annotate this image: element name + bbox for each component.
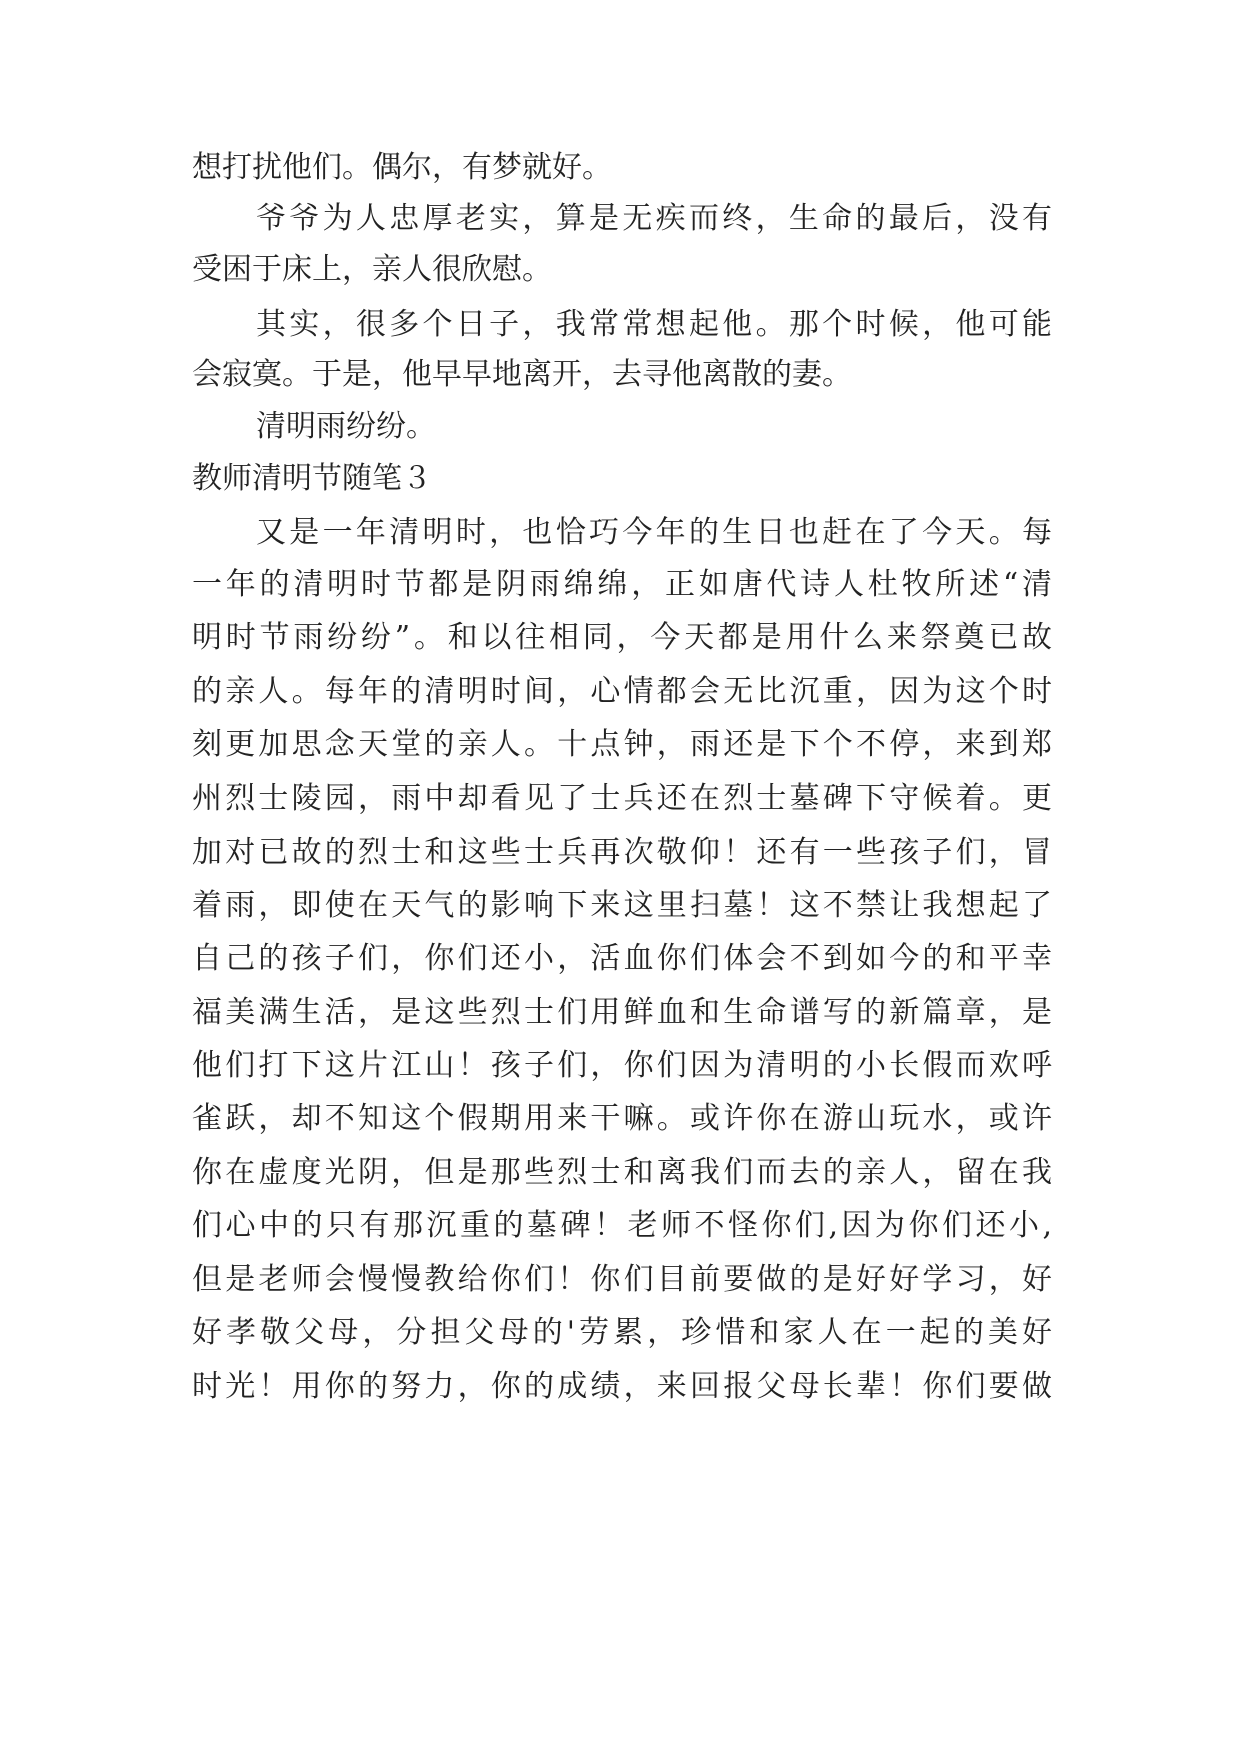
section-heading: 教师清明节随笔３ <box>192 461 432 496</box>
text-line: 明时节雨纷纷”。和以往相同，今天都是用什么来祭奠已故 <box>192 620 1052 655</box>
text-line: 雀跃，却不知这个假期用来干嘛。或许你在游山玩水，或许 <box>192 1101 1052 1136</box>
text-line: 加对已故的烈士和这些士兵再次敬仰！还有一些孩子们，冒 <box>192 835 1052 870</box>
text-line: 好孝敬父母，分担父母的'劳累，珍惜和家人在一起的美好 <box>192 1315 1052 1350</box>
text-line: 时光！用你的努力，你的成绩，来回报父母长辈！你们要做 <box>192 1369 1052 1404</box>
text-line: 会寂寞。于是，他早早地离开，去寻他离散的妻。 <box>192 357 852 392</box>
text-line: 州烈士陵园，雨中却看见了士兵还在烈士墓碑下守候着。更 <box>192 781 1052 816</box>
text-line: 的亲人。每年的清明时间，心情都会无比沉重，因为这个时 <box>192 674 1052 709</box>
text-line: 但是老师会慢慢教给你们！你们目前要做的是好好学习，好 <box>192 1262 1052 1297</box>
text-line: 着雨，即使在天气的影响下来这里扫墓！这不禁让我想起了 <box>192 888 1052 923</box>
text-line: 他们打下这片江山！孩子们，你们因为清明的小长假而欢呼 <box>192 1048 1052 1083</box>
text-line: 你在虚度光阴，但是那些烈士和离我们而去的亲人，留在我 <box>192 1155 1052 1190</box>
text-line: 刻更加思念天堂的亲人。十点钟，雨还是下个不停，来到郑 <box>192 727 1052 762</box>
text-line: 福美满生活，是这些烈士们用鲜血和生命谱写的新篇章，是 <box>192 995 1052 1030</box>
paragraph-line: 清明雨纷纷。 <box>256 409 436 444</box>
text-line: 一年的清明时节都是阴雨绵绵，正如唐代诗人杜牧所述“清 <box>192 567 1052 602</box>
paragraph-line: 又是一年清明时，也恰巧今年的生日也赶在了今天。每 <box>256 515 1052 550</box>
text-line: 自己的孩子们，你们还小，活血你们体会不到如今的和平幸 <box>192 941 1052 976</box>
paragraph-line: 其实，很多个日子，我常常想起他。那个时候，他可能 <box>256 307 1052 342</box>
paragraph-line: 爷爷为人忠厚老实，算是无疾而终，生命的最后，没有 <box>256 201 1052 236</box>
text-line: 受困于床上，亲人很欣慰。 <box>192 252 552 287</box>
text-line: 们心中的只有那沉重的墓碑！老师不怪你们,因为你们还小, <box>192 1208 1052 1243</box>
text-line: 想打扰他们。偶尔，有梦就好。 <box>192 150 612 185</box>
